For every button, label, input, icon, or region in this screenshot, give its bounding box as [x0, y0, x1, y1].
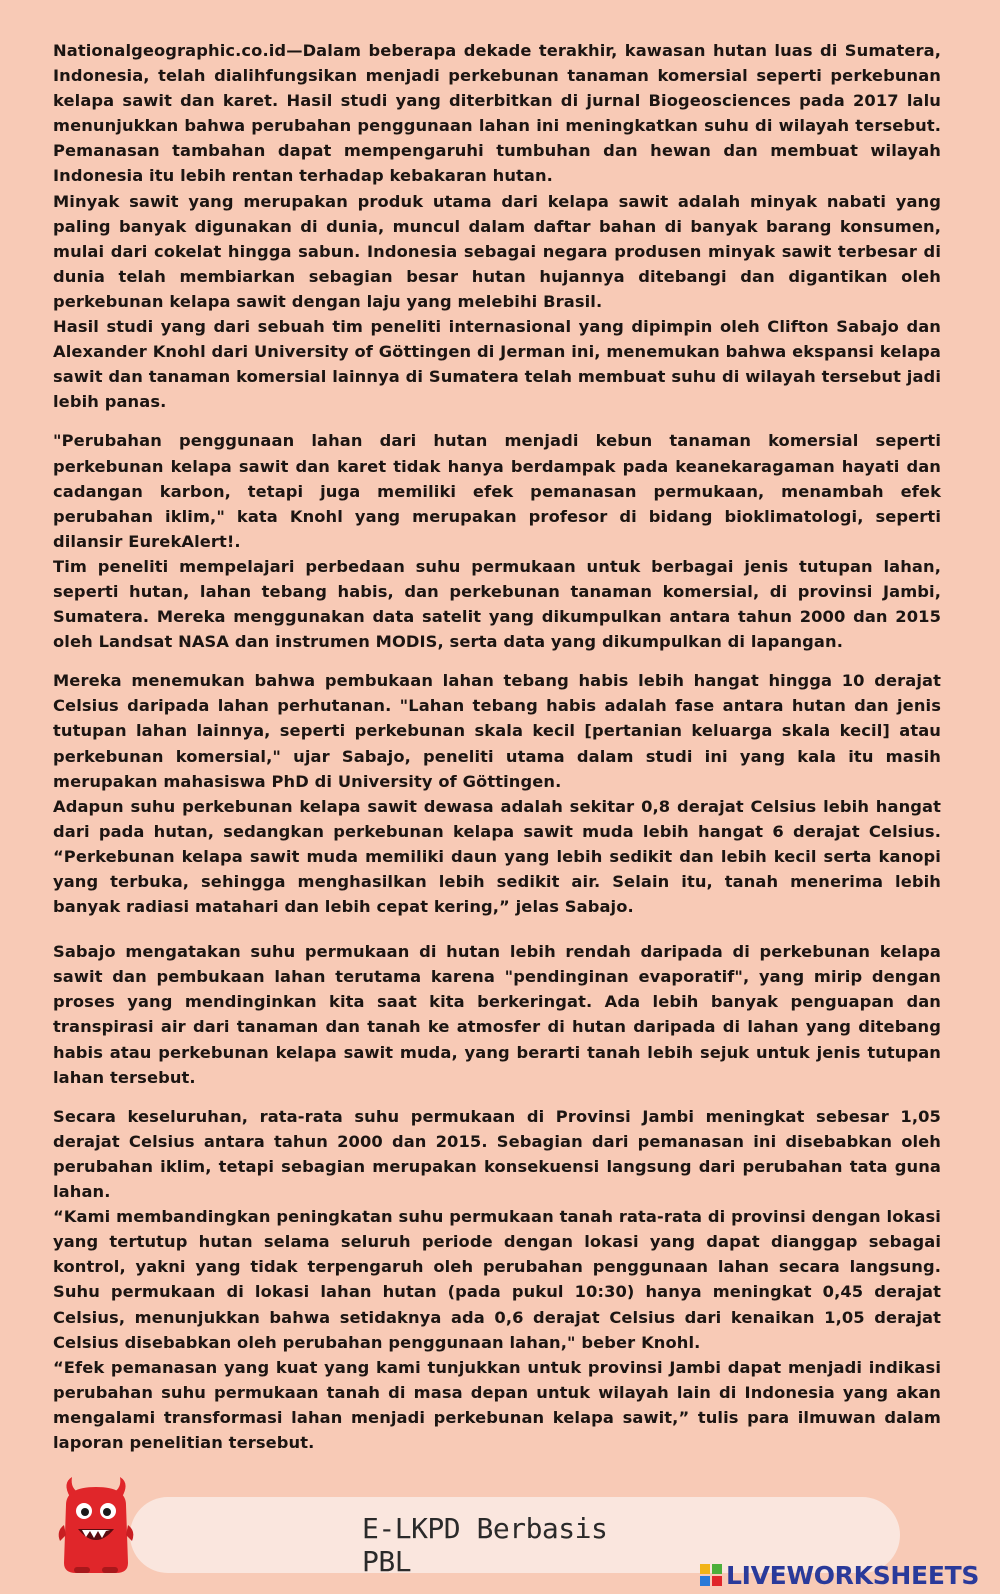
paragraph-7: Adapun suhu perkebunan kelapa sawit dewasa adalah sekitar 0,8 derajat Celsius lebih hangat dari pada hutan, sedangkan perkebunan kelapa sawit muda lebih hangat 6 derajat Celsius. “Perkebunan kelapa sawit muda memiliki daun yang lebih sedikit dan lebih kecil serta kanopi yang terbuka, sehingga menghasilkan lebih sedikit air. Selain itu, tanah menerima lebih banyak radiasi matahari dan lebih cepat kering,” jelas Sabajo. — [53, 796, 941, 917]
paragraph-4: "Perubahan penggunaan lahan dari hutan menjadi kebun tanaman komersial seperti perkebunan kelapa sawit dan karet tidak hanya berdampak pada keanekaragaman hayati dan cadangan karbon, tetapi juga memiliki efek pemanasan permukaan, menambah efek perubahan iklim," kata Knohl yang merupakan profesor di bidang bioklimatologi, seperti dilansir EurekAlert!. — [53, 431, 941, 551]
paragraph-1: Nationalgeographic.co.id—Dalam beberapa dekade terakhir, kawasan hutan luas di Sumatera, Indonesia, telah dialihfungsikan menjadi perkebunan tanaman komersial seperti perkebunan kelapa sawit dan karet. Hasil studi yang diterbitkan di jurnal Biogeosciences pada 2017 lalu menunjukkan bahwa perubahan penggunaan lahan ini meningkatkan suhu di wilayah tersebut. Pemanasan tambahan dapat mempengaruhi tumbuhan dan hewan dan membuat wilayah Indonesia itu lebih rentan terhadap kebakaran hutan. — [53, 41, 941, 186]
paragraph-8: Sabajo mengatakan suhu permukaan di hutan lebih rendah daripada di perkebunan kelapa sawit dan pembukaan lahan terutama karena "pendinginan evaporatif", yang mirip dengan proses yang mendinginkan kita saat kita berkeringat. Ada lebih banyak penguapan dan transpirasi air dari tanaman dan tanah ke atmosfer di hutan daripada di lahan yang ditebang habis atau perkebunan kelapa sawit muda, yang berarti tanah lebih sejuk untuk jenis tutupan lahan tersebut. — [53, 942, 941, 1087]
article-body — [53, 38, 941, 1455]
liveworksheets-logo-icon — [700, 1564, 722, 1586]
paragraph-11: “Efek pemanasan yang kuat yang kami tunjukkan untuk provinsi Jambi dapat menjadi indikasi perubahan suhu permukaan tanah di masa depan untuk wilayah lain di Indonesia yang akan mengalami transformasi lahan menjadi perkebunan kelapa sawit,” tulis para ilmuwan dalam laporan penelitian tersebut. — [53, 1357, 941, 1452]
red-monster-mascot-icon — [56, 1475, 136, 1575]
liveworksheets-brand[interactable] — [700, 1558, 979, 1592]
paragraph-10: “Kami membandingkan peningkatan suhu permukaan tanah rata-rata di provinsi dengan lokasi yang tertutup hutan selama seluruh periode dengan lokasi yang dapat dianggap sebagai kontrol, yakni yang tidak terpengaruh oleh perubahan penggunaan lahan secara langsung. Suhu permukaan di lokasi lahan hutan (pada pukul 10:30) hanya meningkat 0,45 derajat Celsius, menunjukkan bahwa setidaknya ada 0,6 derajat Celsius dari kenaikan 1,05 derajat Celsius disebabkan oleh perubahan penggunaan lahan," beber Knohl. — [53, 1207, 941, 1352]
footer-title: E-LKPD Berbasis PBL — [362, 1512, 608, 1578]
paragraph-3: Hasil studi yang dari sebuah tim peneliti internasional yang dipimpin oleh Clifton Sabajo dan Alexander Knohl dari University of Göttingen di Jerman ini, menemukan bahwa ekspansi kelapa sawit dan tanaman komersial lainnya di Sumatera telah membuat suhu di wilayah tersebut jadi lebih panas. — [53, 317, 941, 412]
paragraph-2: Minyak sawit yang merupakan produk utama dari kelapa sawit adalah minyak nabati yang paling banyak digunakan di dunia, muncul dalam daftar bahan di banyak barang konsumen, mulai dari cokelat hingga sabun. Indonesia sebagai negara produsen minyak sawit terbesar di dunia telah membiarkan sebagian besar hutan hujannya ditebangi dan digantikan oleh perkebunan kelapa sawit dengan laju yang melebihi Brasil. — [53, 191, 941, 311]
brand-text: LIVEWORKSHEETS — [726, 1560, 980, 1590]
paragraph-6: Mereka menemukan bahwa pembukaan lahan tebang habis lebih hangat hingga 10 derajat Celsius daripada lahan perhutanan. "Lahan tebang habis adalah fase antara hutan dan jenis tutupan lahan lainnya, seperti perkebunan skala kecil [pertanian keluarga skala kecil] atau perkebunan komersial," ujar Sabajo, peneliti utama dalam studi ini yang kala itu masih merupakan mahasiswa PhD di University of Göttingen. — [53, 671, 941, 791]
paragraph-5: Tim peneliti mempelajari perbedaan suhu permukaan untuk berbagai jenis tutupan lahan, seperti hutan, lahan tebang habis, dan perkebunan tanaman komersial, di provinsi Jambi, Sumatera. Mereka menggunakan data satelit yang dikumpulkan antara tahun 2000 dan 2015 oleh Landsat NASA dan instrumen MODIS, serta data yang dikumpulkan di lapangan. — [53, 556, 941, 652]
paragraph-9: Secara keseluruhan, rata-rata suhu permukaan di Provinsi Jambi meningkat sebesar 1,05 derajat Celsius antara tahun 2000 dan 2015. Sebagian dari pemanasan ini disebabkan oleh perubahan iklim, tetapi sebagian merupakan konsekuensi langsung dari perubahan tata guna lahan. — [53, 1106, 941, 1202]
